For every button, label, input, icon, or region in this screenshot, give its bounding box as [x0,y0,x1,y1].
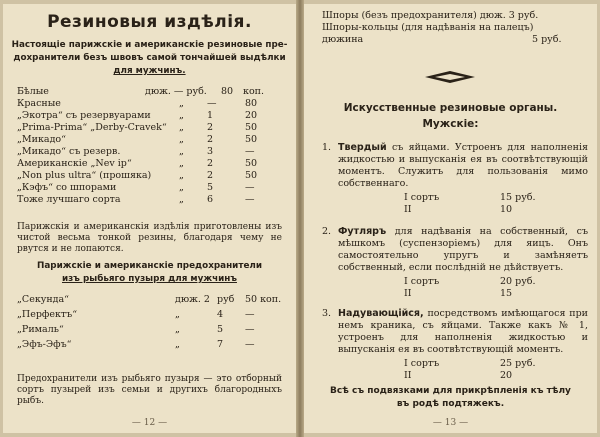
table-cell: 50 [245,134,258,145]
table-cell: 5 [207,182,214,193]
table-cell: руб [217,294,235,305]
item-text: посредствомъ имѣющагося при немъ краника, съ яйцами. Также какъ № 1, устроенъ для наполненія жидкостью и выпусканія ея въ соотвѣтствующій моментъ. [338,308,588,355]
table-cell: 50 [245,122,258,133]
table-cell: „ [175,339,180,350]
table-cell: „Микадо“ [17,134,67,145]
item-description [338,142,588,190]
item-name: Футляръ [338,226,387,237]
item-description [338,308,588,356]
ornament-divider [425,70,475,84]
table-cell: 6 [207,194,214,205]
left-page [3,4,296,433]
table-row: Бѣлые [17,86,49,97]
table-cell: — [245,309,255,320]
spur-price: 5 руб. [532,34,562,45]
price-value: 25 руб. [500,358,536,369]
price-grade: II [404,204,412,215]
price-grade: II [404,288,412,299]
table-cell: „Экотра“ съ резервуарами [17,110,151,121]
right-page [304,4,597,433]
price-grade: II [404,370,412,381]
price-value: 15 руб. [500,192,536,203]
section2-line-1: Парижскіе и американскіе предохранители [36,261,263,271]
table-cell: „ [175,309,180,320]
table-cell: 80 [245,98,258,109]
table-cell: 3 [207,146,214,157]
item-text: съ яйцами. Устроенъ для наполненія жидкостью и выпусканія ея въ соотвѣтствующій моментъ. Служитъ для пользованія мимо собственнаго. [338,142,588,189]
table-cell: — [245,194,255,205]
col-header-unit: дюж. — руб. [145,86,207,97]
table-cell: 2 [207,158,214,169]
price-value: 20 [500,370,513,381]
table-cell: „Перфектъ“ [17,309,78,320]
table-cell: 50 [245,170,258,181]
price-grade: I сортъ [404,276,440,287]
table-cell: „Кэфъ“ со шпорами [17,182,117,193]
table-cell: „Prima-Prima“ „Derby-Cravek“ [17,122,167,133]
table-cell: 5 [217,324,224,335]
table-cell: 2 [207,134,214,145]
item-number: 3. [322,308,332,319]
table-cell: 7 [217,339,224,350]
col-header-value: 80 [221,86,234,97]
footer-line-1: Всѣ съ подвязками для прикрѣпленія къ тѣлу [330,386,571,396]
page-title: Резиновыя издѣлія. [47,12,252,32]
item-number: 1. [322,142,332,153]
table-cell: 50 [245,158,258,169]
footer-line-2: въ родѣ подтяжекъ. [396,399,505,409]
section-subheading: Мужскіе: [422,118,479,130]
intro-line-2: дохранители безъ швовъ самой тончайшей выдѣлки [13,53,286,63]
table-cell: „Non plus ultra“ (прошяка) [17,170,152,181]
intro-line-1: Настоящіе парижскіе и американскіе резиновые пре- [11,40,288,50]
item-name: Надувающійся, [338,308,424,319]
item-name: Твердый [338,142,387,153]
table-cell: — [245,182,255,193]
table-cell: „ [179,182,184,193]
table-cell: „ [179,122,184,133]
table-cell: „ [179,98,184,109]
page-number: — 13 — [432,418,469,428]
spur-line-1: Шпоры (безъ предохранителя) дюж. 3 руб. [322,10,539,21]
table-cell: „Рималь“ [17,324,64,335]
intro-line-3: для мужчинъ. [113,66,186,76]
table-cell: „ [179,110,184,121]
table-cell: „ [179,170,184,181]
section2-line-2: изъ рыбьяго пузыря для мужчинъ [62,274,237,284]
table-cell: Красные [17,98,61,109]
book-gutter [296,0,304,437]
table-cell: „ [175,324,180,335]
col-header-kop: коп. [243,86,265,97]
table-cell: „ [179,134,184,145]
spur-line-3: дюжина [322,34,364,45]
price-grade: I сортъ [404,192,440,203]
table-cell: 2 [207,170,214,181]
page-number: — 12 — [131,418,168,428]
note-paragraph-2: Предохранители изъ рыбьяго пузыря — это отборный сортъ пузырей изъ семьи и другихъ благородныхъ рыбъ. [17,374,282,406]
price-value: 15 [500,288,513,299]
table-cell: 2 [207,122,214,133]
table-cell: дюж. 2 [175,294,210,305]
spur-line-2: Шпоры-кольцы (для надѣванія на палецъ) [322,22,534,33]
table-cell: „ [179,146,184,157]
table-cell: „Микадо“ съ резерв. [17,146,121,157]
note-paragraph: Парижскія и американскія издѣлія приготовлены изъ чистой весьма тонкой резины, благодаря чему не рвутся и не лопаются. [17,222,282,254]
table-cell: — [207,98,217,109]
section-heading: Искусственные резиновые органы. [343,102,558,114]
table-cell: — [245,146,255,157]
table-cell: 1 [207,110,214,121]
price-value: 20 руб. [500,276,536,287]
table-cell: 4 [217,309,224,320]
price-value: 10 [500,204,513,215]
table-cell: Тоже лучшаго сорта [17,194,121,205]
table-cell: „Секунда“ [17,294,70,305]
table-cell: „ [179,158,184,169]
table-cell: — [245,339,255,350]
item-text: для надѣванія на собственный, съ мѣшкомъ (суспензоріемъ) для яицъ. Онъ самостоятельно упругъ и замѣняетъ собственный, если послѣдній не дѣйствуетъ. [338,226,588,273]
item-number: 2. [322,226,332,237]
price-grade: I сортъ [404,358,440,369]
item-description [338,226,588,274]
table-cell: — [245,324,255,335]
table-cell: Американскіе „Nev ip“ [17,158,132,169]
table-cell: „ [179,194,184,205]
table-cell: 50 коп. [245,294,282,305]
table-cell: „Эфъ-Эфъ“ [17,339,72,350]
table-cell: 20 [245,110,258,121]
